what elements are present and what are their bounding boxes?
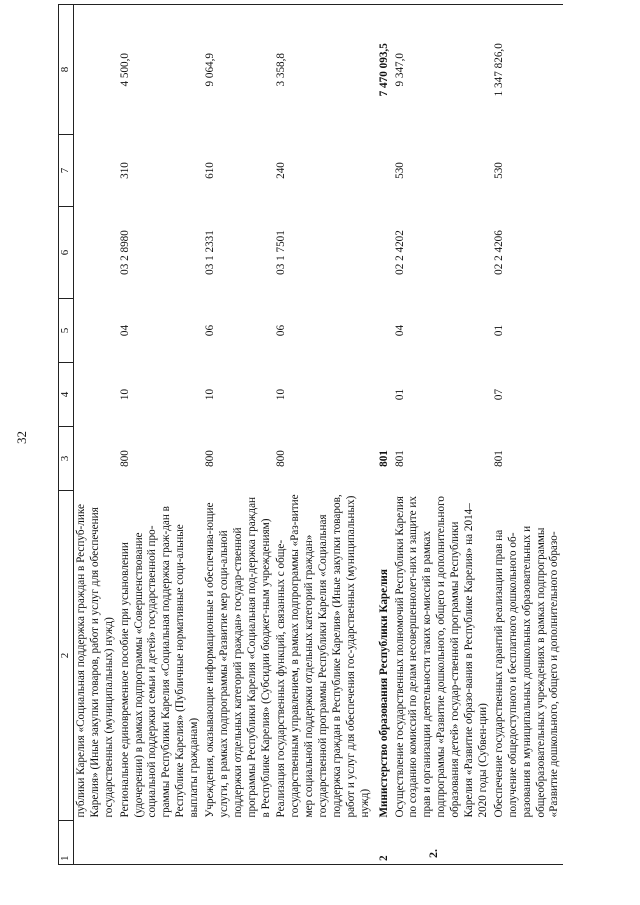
row-subsection: 04 xyxy=(393,324,406,337)
table-row xyxy=(274,5,373,865)
row-ministry-code: 800 xyxy=(204,450,217,467)
row-expense-type: 530 xyxy=(393,162,406,179)
row-section xyxy=(74,363,118,427)
row-description: Региональное единовременное пособие при усыновлении (удочерении) в рамках подпрограммы «Совершенствование социальной поддержки семьи и детей» государственной про-граммы Республики Карелия «Социальная поддержка граж-дан в Республике Карелия» (Публичные нормативные соци-альные выплаты гражданам) xyxy=(118,506,201,818)
row-target-article: 03 2 8980 xyxy=(118,230,131,275)
row-section: 10 xyxy=(275,388,288,401)
row-section: 10 xyxy=(118,388,131,401)
header-col-8: 8 xyxy=(59,5,74,135)
row-section: 10 xyxy=(204,388,217,401)
row-index xyxy=(118,821,203,865)
row-ministry-code: 801 xyxy=(492,450,505,467)
row-target-article: 02 2 4206 xyxy=(492,230,505,275)
row-subsection: 06 xyxy=(275,324,288,337)
row-section xyxy=(374,363,393,427)
table-row xyxy=(492,5,563,865)
row-ministry-code: 801 xyxy=(377,450,390,467)
row-index: 2 xyxy=(374,821,393,865)
row-description: Министерство образования Республики Карелия xyxy=(377,569,390,818)
budget-table xyxy=(58,4,563,865)
row-amount: 7 470 093,5 xyxy=(374,5,393,135)
row-subsection: 01 xyxy=(492,324,505,337)
row-expense-type xyxy=(374,135,393,207)
row-description: публики Карелия «Социальная поддержка граждан в Респуб-лике Карелия» (Иные закупки товаров, работ и услуг для обеспечения государственных (муниципальных) нужд) xyxy=(75,504,115,818)
row-description: Обеспечение государственных гарантий реализации прав на получение общедоступного и бесплатного дошкольного об-разования в муниципальных дошкольных образовательных и общеобразовательных учреждениях в рамках подпрограммы «Развитие дошкольного, общего и дополнительного образо- xyxy=(492,525,561,818)
row-subsection xyxy=(74,299,118,363)
row-description: Реализация государственных функций, связанных с обще-государственным управлением, в рамках подпрограммы «Раз-витие мер социальной поддержки отдельных категорий граждан» государственной программы Республики Карелия «Социальная поддержка граждан в Республике Карелия» (Иные закупки товаров, работ и услуг для обеспечения гос-ударственных (муниципальных) нужд) xyxy=(275,494,371,818)
header-col-7: 7 xyxy=(59,135,74,207)
page-number: 32 xyxy=(14,431,29,444)
header-col-3: 3 xyxy=(59,427,74,491)
row-description: Учреждения, оказывающие информационные и обеспечива-ющие услуги, в рамках подпрограммы «Развитие мер соци-альной поддержки отдельных категорий граждан» государ-ственной программы Республики Карелия «Социальная под-держка граждан в Республике Карелия» (Субсидии бюджет-ным учреждениям) xyxy=(204,496,272,818)
row-amount: 3 358,8 xyxy=(274,5,373,135)
row-target-article: 02 2 4202 xyxy=(393,230,406,275)
row-subsection: 04 xyxy=(118,324,131,337)
row-expense-type: 530 xyxy=(492,162,505,179)
row-expense-type: 240 xyxy=(275,162,288,179)
row-target-article xyxy=(74,207,118,299)
row-index xyxy=(203,821,274,865)
header-col-1: 1 xyxy=(59,821,74,865)
table-row xyxy=(203,5,274,865)
row-ministry-code: 800 xyxy=(118,450,131,467)
row-amount: 1 347 826,0 xyxy=(492,5,563,135)
header-col-2: 2 xyxy=(59,491,74,821)
header-col-4: 4 xyxy=(59,363,74,427)
row-target-article: 03 1 7501 xyxy=(275,230,288,275)
row-expense-type: 610 xyxy=(204,162,217,179)
row-expense-type: 310 xyxy=(118,162,131,179)
rotated-budget-table-sheet xyxy=(58,5,618,865)
row-index xyxy=(74,821,118,865)
row-ministry-code: 800 xyxy=(275,450,288,467)
row-target-article: 03 1 2331 xyxy=(204,230,217,275)
page-marker: 2 . xyxy=(426,849,441,858)
row-index xyxy=(274,821,373,865)
table-header-row xyxy=(59,5,74,865)
row-expense-type xyxy=(74,135,118,207)
row-ministry-code xyxy=(74,427,118,491)
row-amount: 9 064,9 xyxy=(203,5,274,135)
row-amount xyxy=(74,5,118,135)
row-target-article xyxy=(374,207,393,299)
row-subsection: 06 xyxy=(204,324,217,337)
row-section: 01 xyxy=(393,388,406,401)
row-index xyxy=(492,821,563,865)
table-row-ministry-total xyxy=(374,5,393,865)
row-ministry-code: 801 xyxy=(393,450,406,467)
table-row xyxy=(74,5,118,865)
row-section: 07 xyxy=(492,388,505,401)
row-index xyxy=(393,821,492,865)
row-amount: 9 347,0 xyxy=(393,5,492,135)
header-col-6: 6 xyxy=(59,207,74,299)
row-description: Осуществление государственных полномочий Республики Карелия по созданию комиссий по делам несовершеннолет-них и защите их прав и организации деятельности таких ко-миссий в рамках подпрограммы «Развитие дошкольного, общего и дополнительного образования детей» государ-ственной программы Республики Карелия «Развитие образо-вания в Республике Карелия» на 2014–2020 годы (Субвен-ции) xyxy=(393,495,489,818)
row-amount: 4 500,0 xyxy=(118,5,203,135)
row-subsection xyxy=(374,299,393,363)
table-row xyxy=(393,5,492,865)
header-col-5: 5 xyxy=(59,299,74,363)
table-row xyxy=(118,5,203,865)
